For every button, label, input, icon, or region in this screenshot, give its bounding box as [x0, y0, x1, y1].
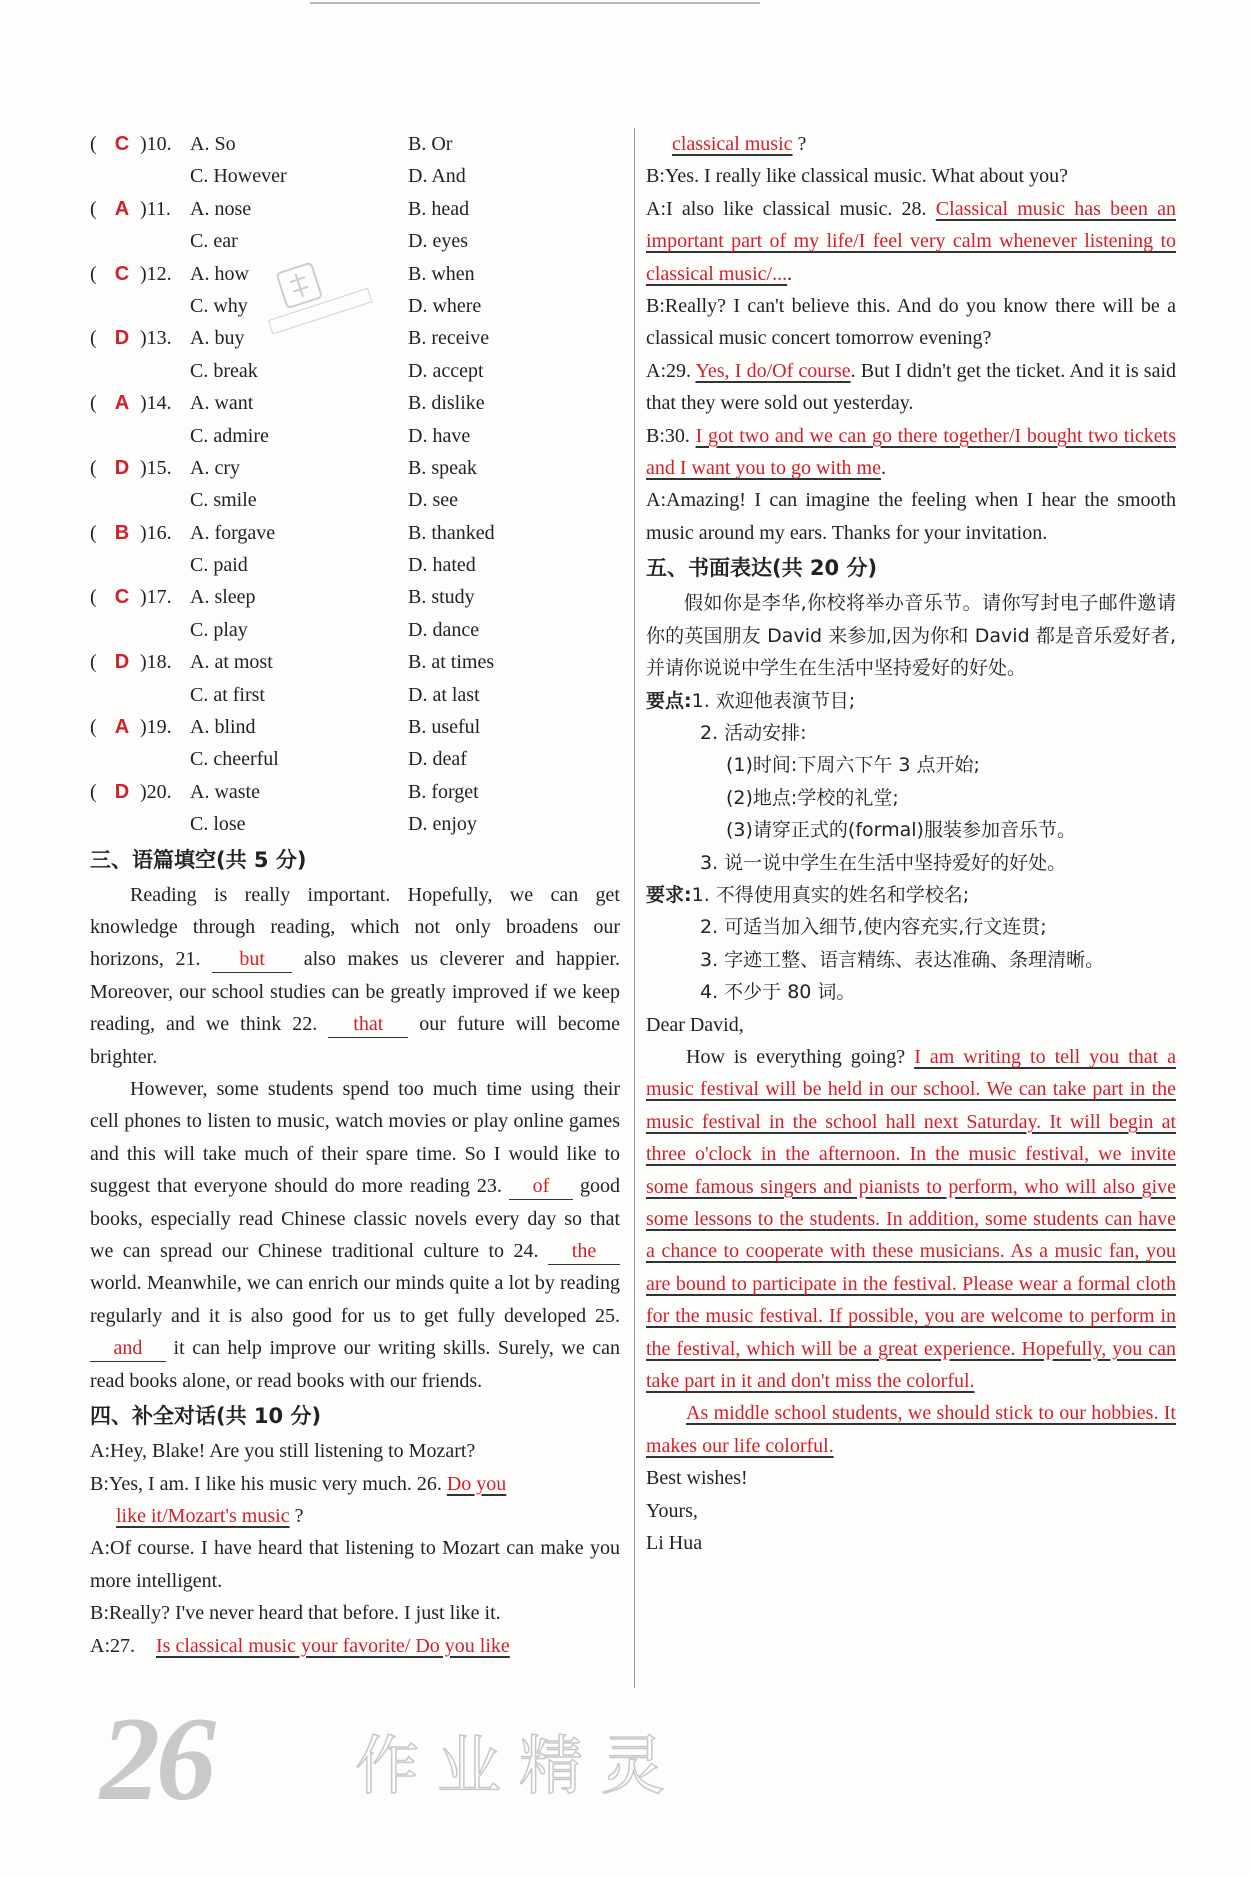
mc-options-row	[90, 614, 620, 646]
option-c[interactable]: C. admire	[190, 424, 269, 447]
dialog-line-8: B:Really? I can't believe this. And do you know there will be a classical music concert tomorrow evening?	[646, 295, 1176, 350]
points-2c: (3)请穿正式的(formal)服装参加音乐节。	[726, 819, 1076, 842]
indent	[90, 1505, 116, 1527]
paren: (	[90, 716, 97, 739]
option-c[interactable]: C. smile	[190, 489, 257, 512]
question-number: )15.	[140, 456, 172, 479]
dialog-line-11: A:Amazing! I can imagine the feeling when I hear the smooth music around my ears. Thanks for your invitation.	[646, 489, 1176, 544]
blank-27b[interactable]: classical music	[672, 133, 793, 155]
top-rule	[310, 2, 760, 4]
text: .	[787, 262, 793, 285]
option-a[interactable]: A. how	[190, 262, 249, 285]
option-c[interactable]: C. break	[190, 359, 258, 382]
option-d[interactable]: D. at last	[408, 683, 480, 706]
dialog-line-7	[646, 193, 1176, 290]
blank-25[interactable]: and	[90, 1335, 166, 1362]
option-c[interactable]: C. why	[190, 294, 248, 317]
blank-28[interactable]: Classical music has been an important part of my life/I feel very calm whenever listening to classical music/...	[646, 197, 1176, 285]
text: A:I also like classical music. 28.	[646, 197, 927, 220]
answer-mark[interactable]: C	[114, 586, 130, 609]
question-number: )17.	[140, 586, 172, 609]
dialog-line-5-cont	[646, 128, 1176, 160]
text: However, some students spend too much time using their cell phones to listen to music, watch movies or play online games and this will take much of their spare time. So I would like to suggest that everyone should do more reading 23.	[90, 1078, 620, 1198]
answer-mark[interactable]: A	[114, 716, 130, 739]
blank-23[interactable]: of	[509, 1173, 573, 1200]
option-a[interactable]: A. So	[190, 133, 236, 155]
blank-24[interactable]: the	[548, 1238, 620, 1265]
option-b[interactable]: B. study	[408, 586, 475, 609]
paren: (	[90, 456, 97, 479]
mc-question-row	[90, 776, 620, 808]
blank-21[interactable]: but	[212, 946, 292, 973]
text: world. Meanwhile, we can enrich our minds quite a lot by reading regularly and it is also good for us to get fully developed 25.	[90, 1272, 620, 1327]
option-b[interactable]: B. head	[408, 197, 470, 220]
text: also makes us cleverer and happier. Moreover, our school studies can be greatly improved if we keep reading, and we think 22.	[90, 948, 620, 1036]
text: . But I didn't get the ticket. And it is said that they were sold out yesterday.	[646, 359, 1177, 415]
dialog-line-10	[646, 420, 1176, 485]
text: B:30.	[646, 424, 690, 447]
dialog-line-9	[646, 355, 1176, 420]
section-3-title: 三、语篇填空(共 5 分)	[90, 847, 307, 872]
mc-question-row	[90, 581, 620, 613]
option-b[interactable]: B. at times	[408, 651, 495, 674]
option-d[interactable]: D. have	[408, 424, 471, 447]
paren: (	[90, 327, 97, 350]
answer-mark[interactable]: C	[114, 262, 130, 285]
mc-options-row	[90, 160, 620, 192]
watermark-text: 作业精灵	[355, 1730, 683, 1804]
blank-22[interactable]: that	[328, 1011, 408, 1038]
mc-options-row	[90, 679, 620, 711]
essay-paragraph-1	[646, 1041, 1176, 1397]
option-b[interactable]: B. useful	[408, 716, 481, 739]
option-c[interactable]: C. paid	[190, 554, 248, 577]
mc-question-row	[90, 711, 620, 743]
dialog-line-4: B:Really? I've never heard that before. I just like it.	[90, 1602, 501, 1625]
mc-question-row	[90, 128, 620, 160]
option-c[interactable]: C. at first	[190, 683, 265, 706]
question-number: )16.	[140, 521, 172, 544]
option-c[interactable]: C. lose	[190, 813, 246, 836]
paren: (	[90, 133, 97, 155]
section-5-title: 五、书面表达(共 20 分)	[646, 556, 878, 581]
question-number: )18.	[140, 651, 172, 674]
mc-options-row	[90, 549, 620, 581]
option-c[interactable]: C. cheerful	[190, 748, 279, 771]
points-label: 要点:	[646, 689, 692, 712]
text: How is everything going?	[686, 1045, 906, 1068]
answer-mark[interactable]: C	[114, 133, 130, 155]
blank-27a[interactable]: Is classical music your favorite/ Do you like	[156, 1634, 510, 1657]
option-a[interactable]: A. buy	[190, 327, 245, 350]
text: .	[880, 457, 886, 480]
option-c[interactable]: C. However	[190, 165, 287, 188]
section-4-title: 四、补全对话(共 10 分)	[90, 1404, 322, 1429]
paren: (	[90, 197, 97, 220]
closing-2: Yours,	[646, 1499, 698, 1522]
points-2: 2. 活动安排:	[700, 721, 807, 744]
answer-mark[interactable]: B	[114, 521, 130, 544]
option-b[interactable]: B. Or	[408, 133, 453, 155]
points-2a: (1)时间:下周六下午 3 点开始;	[726, 754, 980, 777]
mc-options-row	[90, 420, 620, 452]
option-c[interactable]: C. ear	[190, 230, 238, 253]
mc-question-row	[90, 517, 620, 549]
multiple-choice-list	[90, 128, 620, 841]
points-1	[646, 685, 1176, 717]
blank-30[interactable]: I got two and we can go there together/I bought two tickets and I want you to go with me	[646, 424, 1176, 480]
text: our future will become brighter.	[90, 1013, 620, 1068]
mc-question-row	[90, 452, 620, 484]
text: A:29.	[646, 359, 691, 382]
text: Reading is really important. Hopefully, we can get knowledge through reading, which not only broadens our horizons, 21.	[90, 883, 620, 971]
req-label: 要求:	[646, 883, 692, 906]
mc-options-row	[90, 743, 620, 775]
left-column	[90, 128, 620, 1662]
option-d[interactable]: D. accept	[408, 359, 484, 382]
mc-question-row	[90, 387, 620, 419]
points-3: 3. 说一说中学生在生活中坚持爱好的好处。	[700, 851, 1067, 874]
writing-prompt: 假如你是李华,你校将举办音乐节。请你写封电子邮件邀请你的英国朋友 David 来参加,因为你和 David 都是音乐爱好者,并请你说说中学生在生活中坚持爱好的好处。	[646, 592, 1176, 680]
blank-29[interactable]: Yes, I do/Of course	[695, 359, 851, 382]
question-number: )10.	[140, 133, 172, 155]
dialog-line-5	[90, 1630, 620, 1662]
text: it can help improve our writing skills. Surely, we can read books alone, or read books with our friends.	[90, 1337, 620, 1392]
paren: (	[90, 780, 97, 803]
option-b[interactable]: B. thanked	[408, 521, 495, 544]
option-a[interactable]: A. sleep	[190, 586, 256, 609]
question-number: )13.	[140, 327, 172, 350]
blank-26a[interactable]: Do you	[446, 1472, 507, 1495]
text: good books, especially read Chinese classic novels every day so that we can spread our Chinese traditional culture to 24.	[90, 1175, 621, 1263]
closing-3: Li Hua	[646, 1532, 703, 1555]
option-b[interactable]: B. speak	[408, 456, 477, 479]
option-a[interactable]: A. waste	[190, 780, 260, 803]
mc-options-row	[90, 225, 620, 257]
answer-mark[interactable]: A	[114, 197, 130, 220]
closing-1: Best wishes!	[646, 1467, 748, 1490]
req-4: 4. 不少于 80 词。	[700, 981, 856, 1004]
option-d[interactable]: D. hated	[408, 554, 476, 577]
mc-options-row	[90, 355, 620, 387]
req-2: 2. 可适当加入细节,使内容充实,行文连贯;	[700, 916, 1047, 939]
option-a[interactable]: A. want	[190, 392, 254, 415]
essay-paragraph-2	[646, 1397, 1176, 1462]
option-d[interactable]: D. deaf	[408, 748, 467, 771]
mc-question-row	[90, 322, 620, 354]
option-b[interactable]: B. receive	[408, 327, 490, 350]
answer-mark[interactable]: A	[114, 392, 130, 415]
option-d[interactable]: D. dance	[408, 618, 480, 641]
points-2b: (2)地点:学校的礼堂;	[726, 786, 899, 809]
cloze-paragraph-1	[90, 879, 620, 1073]
question-number: )19.	[140, 716, 172, 739]
blank-26b[interactable]: like it/Mozart's music	[116, 1504, 290, 1527]
answer-mark[interactable]: D	[114, 651, 130, 674]
text: 1. 欢迎他表演节目;	[691, 689, 856, 712]
option-b[interactable]: B. when	[408, 262, 475, 285]
dialog-line-6: B:Yes. I really like classical music. What about you?	[646, 165, 1068, 188]
option-a[interactable]: A. at most	[190, 651, 273, 674]
question-number: )12.	[140, 262, 172, 285]
text: ?	[797, 133, 807, 155]
cloze-paragraph-2	[90, 1073, 620, 1397]
question-number: )20.	[140, 780, 172, 803]
answer-mark[interactable]: D	[114, 456, 130, 479]
answer-text: I am writing to tell you that a music festival will be held in our school. We can take part in the music festival in the school hall next Saturday. It will begin at three o'clock in the afternoon. In the music festival, we invite some famous singers and pianists to perform, who will also give some lessons to the students. In addition, some students can have a chance to cooperate with these musicians. As a music fan, you are bound to participate in the festival. Please wear a formal cloth for the music festival. If possible, you are welcome to perform in the festival, which will be a great experience. Hopefully, you can take part in it and don't miss the colorful.	[646, 1045, 1177, 1393]
mc-question-row	[90, 258, 620, 290]
option-d[interactable]: D. eyes	[408, 230, 468, 253]
mc-options-row	[90, 290, 620, 322]
option-b[interactable]: B. forget	[408, 780, 479, 803]
option-a[interactable]: A. forgave	[190, 521, 276, 544]
paren: (	[90, 392, 97, 415]
paren: (	[90, 586, 97, 609]
dialog-line-1: A:Hey, Blake! Are you still listening to Mozart?	[90, 1440, 476, 1463]
paren: (	[90, 651, 97, 674]
option-d[interactable]: D. see	[408, 489, 458, 512]
option-a[interactable]: A. cry	[190, 456, 240, 479]
req-3: 3. 字迹工整、语言精练、表达准确、条理清晰。	[700, 948, 1105, 971]
right-column	[646, 128, 1176, 1559]
text: ?	[294, 1504, 304, 1527]
answer-mark[interactable]: D	[114, 327, 130, 350]
option-a[interactable]: A. nose	[190, 197, 252, 220]
text: B:Yes, I am. I like his music very much. 26.	[90, 1472, 442, 1495]
dialog-line-3: A:Of course. I have heard that listening to Mozart can make you more intelligent.	[90, 1537, 620, 1592]
mc-question-row	[90, 193, 620, 225]
paren: (	[90, 262, 97, 285]
question-number: )11.	[140, 197, 171, 220]
column-divider	[634, 128, 635, 1688]
option-d[interactable]: D. where	[408, 294, 482, 317]
option-c[interactable]: C. play	[190, 618, 248, 641]
paren: (	[90, 521, 97, 544]
option-b[interactable]: B. dislike	[408, 392, 485, 415]
text: A:27.	[90, 1634, 135, 1657]
option-d[interactable]: D. And	[408, 165, 466, 188]
page-number: 26	[100, 1692, 212, 1825]
req-1	[646, 879, 1176, 911]
option-a[interactable]: A. blind	[190, 716, 256, 739]
question-number: )14.	[140, 392, 172, 415]
email-greeting: Dear David,	[646, 1013, 744, 1036]
mc-question-row	[90, 646, 620, 678]
text: 1. 不得使用真实的姓名和学校名;	[691, 883, 970, 906]
answer-mark[interactable]: D	[114, 780, 130, 803]
option-d[interactable]: D. enjoy	[408, 813, 477, 836]
mc-options-row	[90, 808, 620, 840]
dialog-line-2	[90, 1468, 620, 1533]
mc-options-row	[90, 484, 620, 516]
answer-text: As middle school students, we should stick to our hobbies. It makes our life colorful.	[646, 1402, 1176, 1457]
